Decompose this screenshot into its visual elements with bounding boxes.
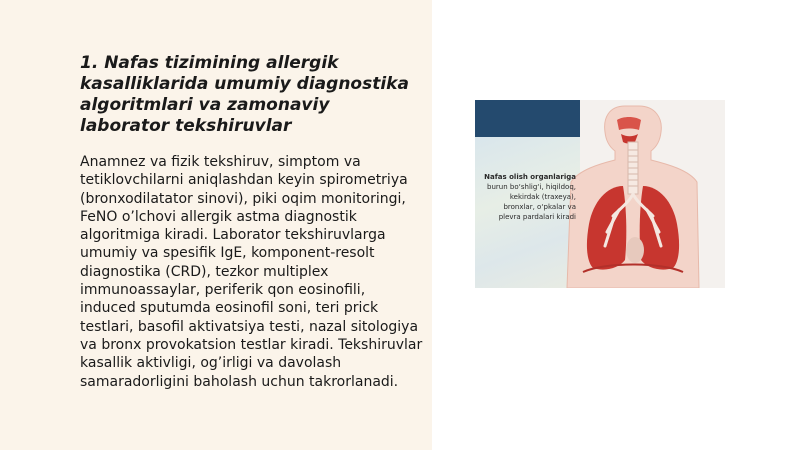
- illustration-caption: [481, 172, 576, 222]
- caption-bold: Nafas olish organlariga: [484, 173, 576, 181]
- nasal-cavity: [617, 117, 641, 130]
- caption-rest: burun bo‘shlig‘i, hiqildoq, kekirdak (traxeya), bronxlar, o‘pkalar va plevra pardalari kiradi: [487, 183, 576, 221]
- slide-body-text: Anamnez va fizik tekshiruv, simptom va tetiklovchilarni aniqlashdan keyin spirometriya (bronxodilatator sinovi), piki oqim monitoringi, FeNO o’lchovi allergik astma diagnostik algoritmiga kiradi. Laborator tekshiruvlarga umumiy va spesifik IgE, komponent-resolt diagnostika (CRD), tezkor multiplex immunoassaylar, periferik qon eosinofili, induced sputumda eosinofil soni, teri prick testlari, basofil aktivatsiya testi, nazal sitologiya va bronx provokatsion testlar kiradi. Tekshiruvlar kasallik aktivligi, og’irligi va davolash samaradorligini baholash uchun takrorlanadi.: [80, 154, 423, 390]
- slide-title: 1. Nafas tizimining allergik kasalliklarida umumiy diagnostika algoritmlari va zamonaviy laborator tekshiruvlar: [80, 53, 409, 136]
- heart: [626, 237, 644, 263]
- respiratory-system-illustration: [475, 100, 725, 288]
